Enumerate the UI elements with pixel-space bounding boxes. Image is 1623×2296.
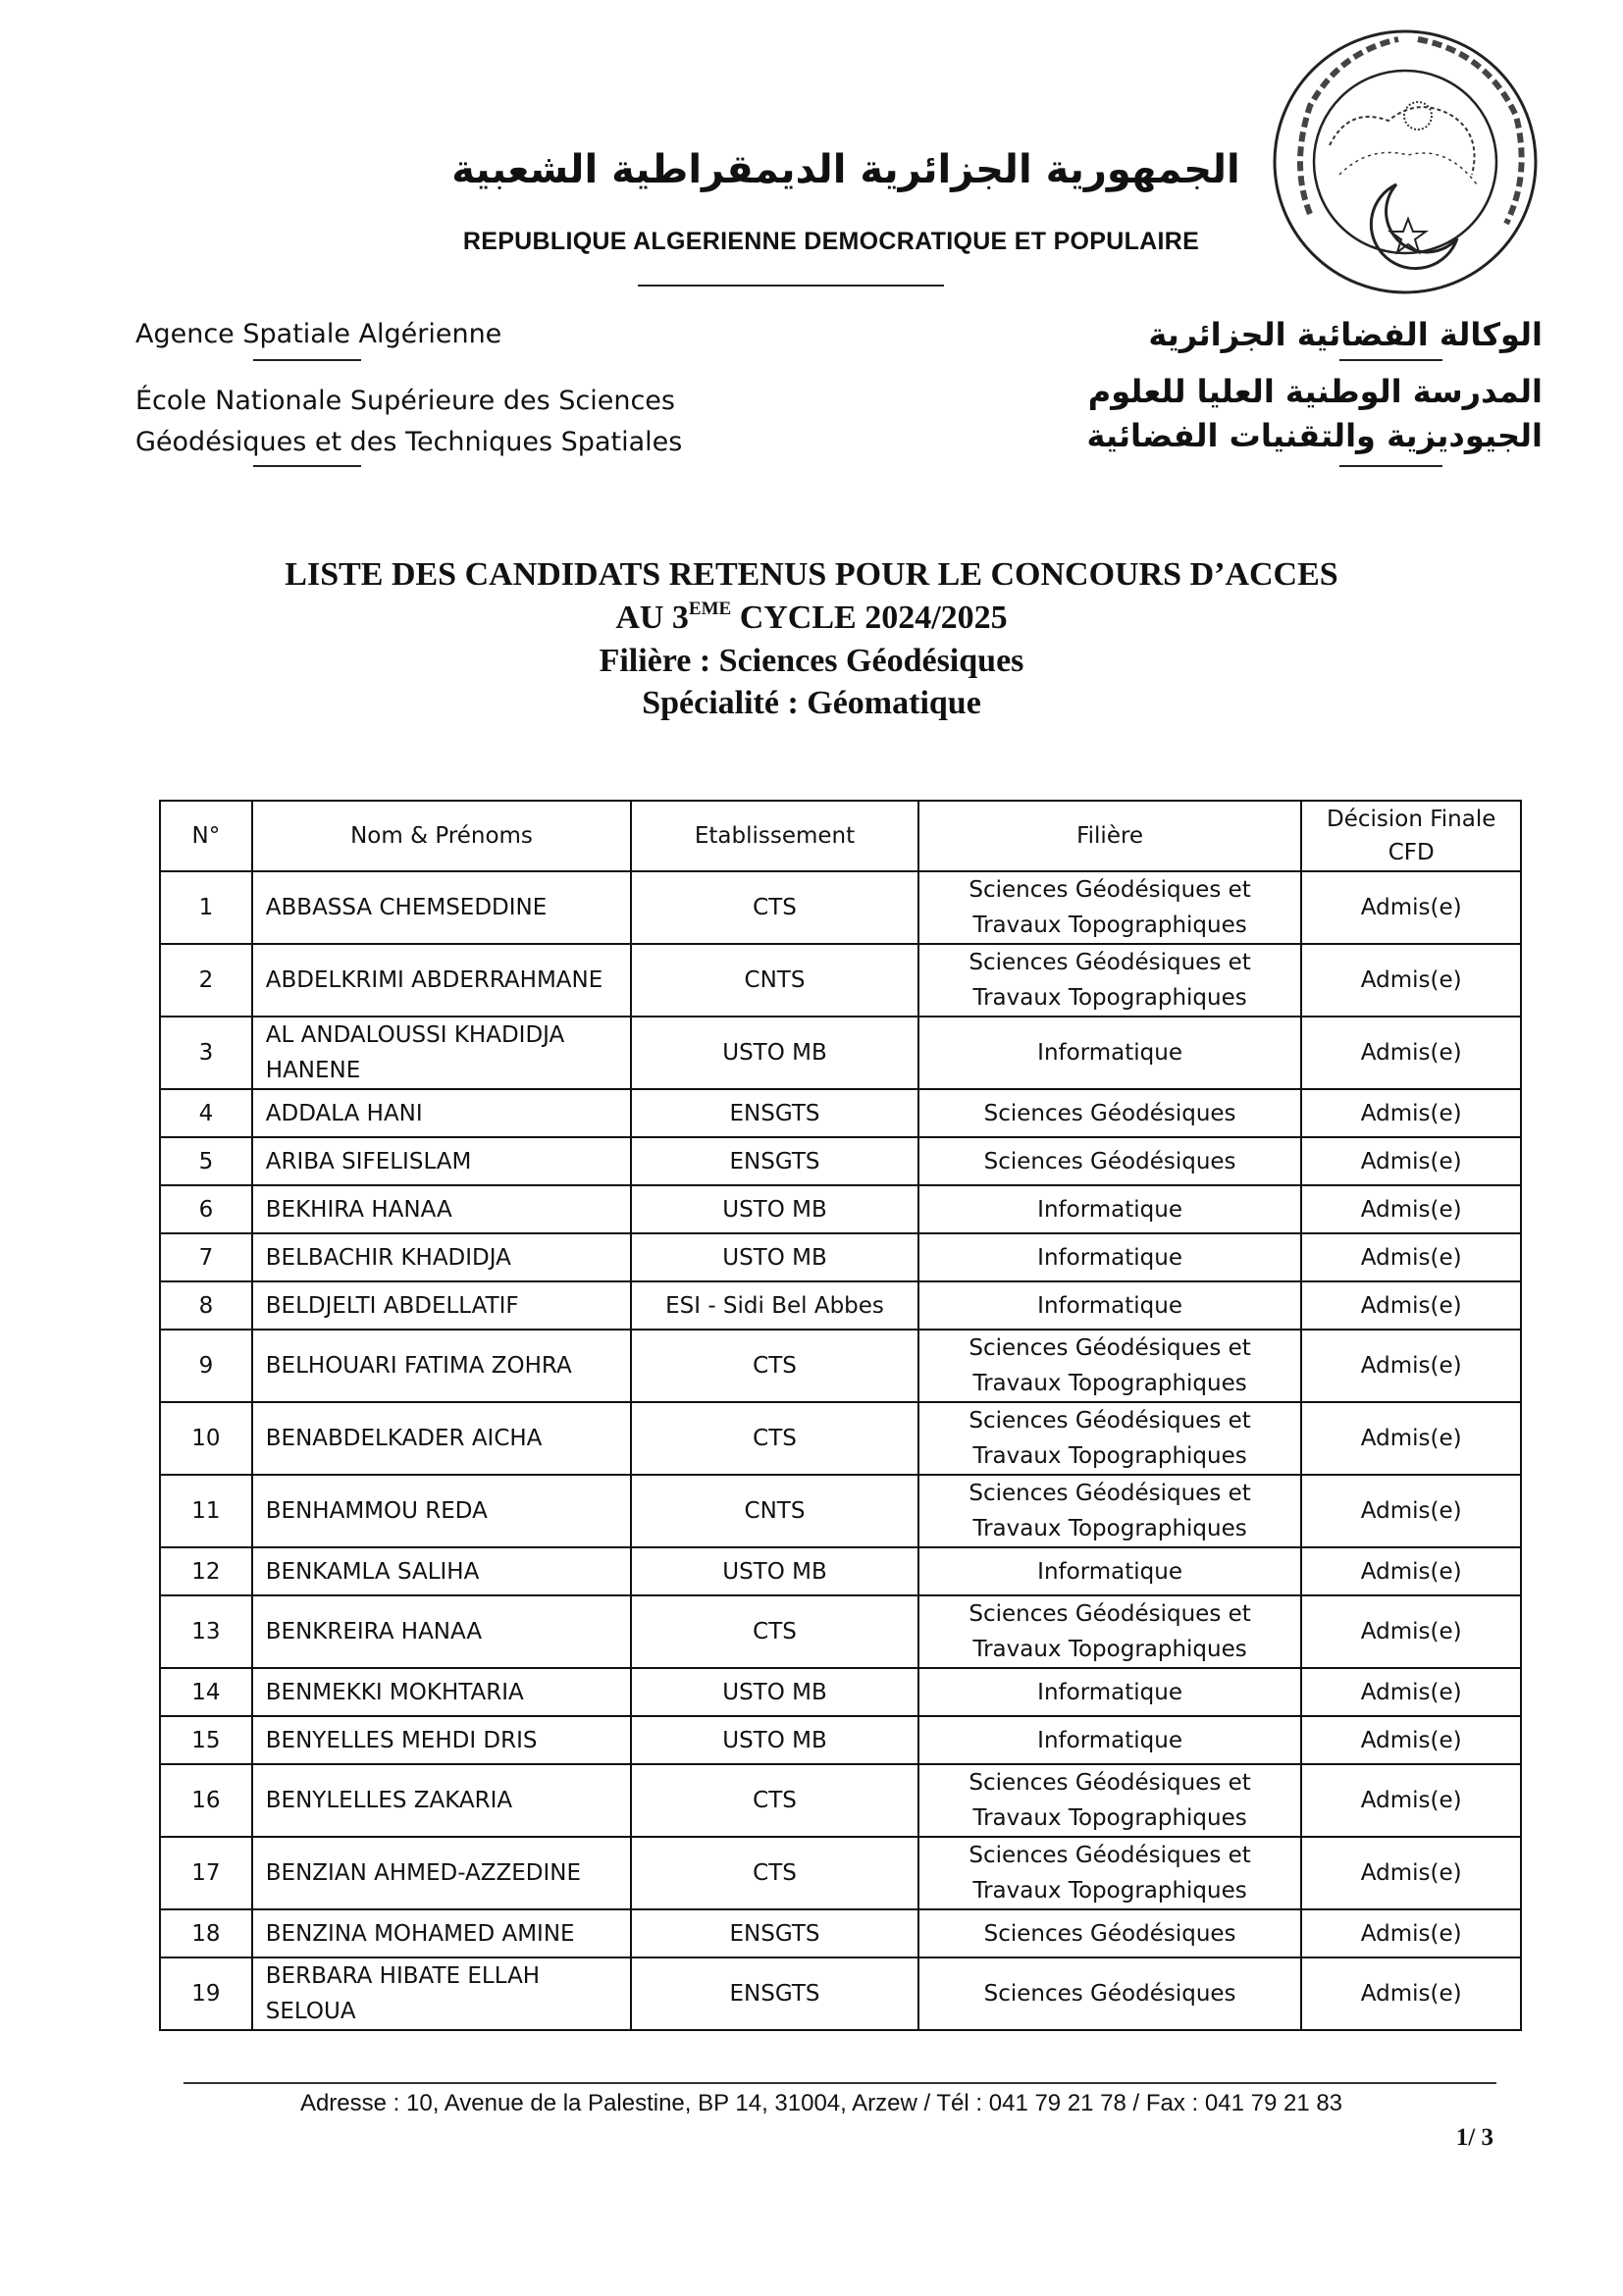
table-row [160, 871, 1521, 944]
school-underline [253, 465, 361, 467]
page-number: 1/ 3 [1455, 2124, 1493, 2151]
table-row [160, 1764, 1521, 1837]
cell-name: BERBARA HIBATE ELLAH SELOUA [252, 1957, 631, 2030]
col-header-filiere: Filière [918, 801, 1302, 871]
cell-decision: Admis(e) [1301, 944, 1521, 1017]
header-divider [638, 285, 944, 287]
cell-decision: Admis(e) [1301, 1089, 1521, 1137]
cell-name: ABDELKRIMI ABDERRAHMANE [252, 944, 631, 1017]
cell-number: 12 [160, 1547, 252, 1595]
cell-filiere: Sciences Géodésiques [918, 1957, 1302, 2030]
cell-filiere: Sciences Géodésiques et Travaux Topographiques [918, 944, 1302, 1017]
cell-number: 15 [160, 1716, 252, 1764]
table-row [160, 1402, 1521, 1475]
cell-number: 4 [160, 1089, 252, 1137]
cell-filiere: Informatique [918, 1716, 1302, 1764]
cell-decision: Admis(e) [1301, 871, 1521, 944]
document-title-line2 [0, 599, 1623, 637]
cell-decision: Admis(e) [1301, 1909, 1521, 1957]
table-row [160, 1909, 1521, 1957]
school-name-ar-line2: الجيوديزية والتقنيات الفضائية [1086, 417, 1543, 454]
table-row [160, 944, 1521, 1017]
cell-etablissement: USTO MB [631, 1547, 918, 1595]
cell-etablissement: ENSGTS [631, 1957, 918, 2030]
cell-name: BELHOUARI FATIMA ZOHRA [252, 1330, 631, 1402]
cell-decision: Admis(e) [1301, 1137, 1521, 1185]
table-row [160, 1281, 1521, 1330]
cell-decision: Admis(e) [1301, 1330, 1521, 1402]
table-row [160, 1716, 1521, 1764]
cell-etablissement: CNTS [631, 944, 918, 1017]
cell-number: 9 [160, 1330, 252, 1402]
cell-etablissement: CTS [631, 1764, 918, 1837]
cell-filiere: Sciences Géodésiques et Travaux Topographiques [918, 1330, 1302, 1402]
cell-name: AL ANDALOUSSI KHADIDJA HANENE [252, 1017, 631, 1089]
cell-name: BELDJELTI ABDELLATIF [252, 1281, 631, 1330]
candidates-table [159, 800, 1522, 2031]
footer-divider [183, 2082, 1496, 2084]
cell-filiere: Sciences Géodésiques et Travaux Topographiques [918, 1837, 1302, 1909]
cell-etablissement: USTO MB [631, 1668, 918, 1716]
cell-etablissement: CTS [631, 871, 918, 944]
cell-etablissement: CTS [631, 1402, 918, 1475]
cell-name: BENABDELKADER AICHA [252, 1402, 631, 1475]
cell-filiere: Sciences Géodésiques et Travaux Topographiques [918, 1402, 1302, 1475]
table-row [160, 1595, 1521, 1668]
cell-decision: Admis(e) [1301, 1185, 1521, 1233]
cell-name: BEKHIRA HANAA [252, 1185, 631, 1233]
cell-filiere: Informatique [918, 1185, 1302, 1233]
cell-number: 8 [160, 1281, 252, 1330]
cell-filiere: Sciences Géodésiques et Travaux Topographiques [918, 1764, 1302, 1837]
agency-underline [253, 359, 361, 361]
cell-number: 16 [160, 1764, 252, 1837]
agency-ar-underline [1339, 359, 1442, 361]
cell-name: BENYLELLES ZAKARIA [252, 1764, 631, 1837]
cell-filiere: Informatique [918, 1233, 1302, 1281]
table-row [160, 1137, 1521, 1185]
cell-number: 19 [160, 1957, 252, 2030]
cell-number: 2 [160, 944, 252, 1017]
cell-decision: Admis(e) [1301, 1764, 1521, 1837]
table-row [160, 1089, 1521, 1137]
cell-number: 7 [160, 1233, 252, 1281]
table-row [160, 1330, 1521, 1402]
table-row [160, 1547, 1521, 1595]
cell-etablissement: CTS [631, 1837, 918, 1909]
cell-decision: Admis(e) [1301, 1716, 1521, 1764]
table-row [160, 1017, 1521, 1089]
cell-filiere: Informatique [918, 1668, 1302, 1716]
cell-decision: Admis(e) [1301, 1547, 1521, 1595]
cell-etablissement: CTS [631, 1595, 918, 1668]
title-cycle-sup: EME [688, 599, 732, 619]
cell-number: 14 [160, 1668, 252, 1716]
french-republic-heading: REPUBLIQUE ALGERIENNE DEMOCRATIQUE ET POPULAIRE [462, 228, 1200, 255]
cell-decision: Admis(e) [1301, 1017, 1521, 1089]
cell-number: 1 [160, 871, 252, 944]
cell-etablissement: ESI - Sidi Bel Abbes [631, 1281, 918, 1330]
cell-name: ADDALA HANI [252, 1089, 631, 1137]
cell-number: 17 [160, 1837, 252, 1909]
cell-number: 3 [160, 1017, 252, 1089]
cell-etablissement: CNTS [631, 1475, 918, 1547]
cell-etablissement: CTS [631, 1330, 918, 1402]
cell-number: 18 [160, 1909, 252, 1957]
table-header-row [160, 801, 1521, 871]
cell-filiere: Sciences Géodésiques [918, 1909, 1302, 1957]
arabic-republic-heading: الجمهورية الجزائرية الديمقراطية الشعبية [451, 147, 1240, 192]
cell-decision: Admis(e) [1301, 1668, 1521, 1716]
cell-name: ARIBA SIFELISLAM [252, 1137, 631, 1185]
cell-name: BENZIAN AHMED-AZZEDINE [252, 1837, 631, 1909]
cell-name: BENKAMLA SALIHA [252, 1547, 631, 1595]
title-cycle-prefix: AU 3 [615, 600, 689, 636]
filiere-heading: Filière : Sciences Géodésiques [599, 643, 1024, 679]
cell-name: BENYELLES MEHDI DRIS [252, 1716, 631, 1764]
document-title-line1: LISTE DES CANDIDATS RETENUS POUR LE CONCOURS D’ACCES [285, 556, 1338, 593]
col-header-name: Nom & Prénoms [252, 801, 631, 871]
title-cycle-suffix: CYCLE 2024/2025 [731, 600, 1008, 636]
cell-number: 5 [160, 1137, 252, 1185]
cell-number: 13 [160, 1595, 252, 1668]
specialite-heading: Spécialité : Géomatique [642, 685, 981, 721]
table-row [160, 1185, 1521, 1233]
cell-etablissement: USTO MB [631, 1233, 918, 1281]
cell-filiere: Informatique [918, 1017, 1302, 1089]
cell-name: BENMEKKI MOKHTARIA [252, 1668, 631, 1716]
school-name-ar-line1: المدرسة الوطنية العليا للعلوم [1087, 373, 1543, 410]
cell-name: BENZINA MOHAMED AMINE [252, 1909, 631, 1957]
cell-decision: Admis(e) [1301, 1837, 1521, 1909]
cell-decision: Admis(e) [1301, 1957, 1521, 2030]
cell-etablissement: USTO MB [631, 1017, 918, 1089]
table-row [160, 1668, 1521, 1716]
cell-filiere: Sciences Géodésiques et Travaux Topographiques [918, 1595, 1302, 1668]
col-header-decision: Décision Finale CFD [1301, 801, 1521, 871]
cell-etablissement: ENSGTS [631, 1909, 918, 1957]
cell-filiere: Sciences Géodésiques [918, 1137, 1302, 1185]
cell-filiere: Sciences Géodésiques et Travaux Topographiques [918, 871, 1302, 944]
cell-decision: Admis(e) [1301, 1402, 1521, 1475]
school-name-fr-line2: Géodésiques et des Techniques Spatiales [135, 427, 683, 457]
cell-decision: Admis(e) [1301, 1233, 1521, 1281]
col-header-number: N° [160, 801, 252, 871]
cell-filiere: Sciences Géodésiques [918, 1089, 1302, 1137]
cell-decision: Admis(e) [1301, 1595, 1521, 1668]
cell-etablissement: USTO MB [631, 1185, 918, 1233]
cell-name: BENHAMMOU REDA [252, 1475, 631, 1547]
cell-filiere: Informatique [918, 1547, 1302, 1595]
cell-name: BENKREIRA HANAA [252, 1595, 631, 1668]
cell-name: ABBASSA CHEMSEDDINE [252, 871, 631, 944]
school-ar-underline [1339, 465, 1442, 467]
official-seal-icon [1271, 27, 1541, 297]
cell-decision: Admis(e) [1301, 1281, 1521, 1330]
cell-decision: Admis(e) [1301, 1475, 1521, 1547]
cell-filiere: Informatique [918, 1281, 1302, 1330]
agency-name-fr: Agence Spatiale Algérienne [135, 319, 502, 349]
table-row [160, 1957, 1521, 2030]
cell-etablissement: ENSGTS [631, 1137, 918, 1185]
cell-filiere: Sciences Géodésiques et Travaux Topographiques [918, 1475, 1302, 1547]
cell-number: 11 [160, 1475, 252, 1547]
table-row [160, 1233, 1521, 1281]
agency-name-ar: الوكالة الفضائية الجزائرية [1148, 316, 1543, 353]
cell-name: BELBACHIR KHADIDJA [252, 1233, 631, 1281]
col-header-etablissement: Etablissement [631, 801, 918, 871]
table-row [160, 1837, 1521, 1909]
school-name-fr-line1: École Nationale Supérieure des Sciences [135, 386, 675, 416]
cell-etablissement: ENSGTS [631, 1089, 918, 1137]
table-row [160, 1475, 1521, 1547]
cell-etablissement: USTO MB [631, 1716, 918, 1764]
cell-number: 6 [160, 1185, 252, 1233]
cell-number: 10 [160, 1402, 252, 1475]
footer-address: Adresse : 10, Avenue de la Palestine, BP 14, 31004, Arzew / Tél : 041 79 21 78 / Fax : 041 79 21 83 [299, 2090, 1343, 2116]
